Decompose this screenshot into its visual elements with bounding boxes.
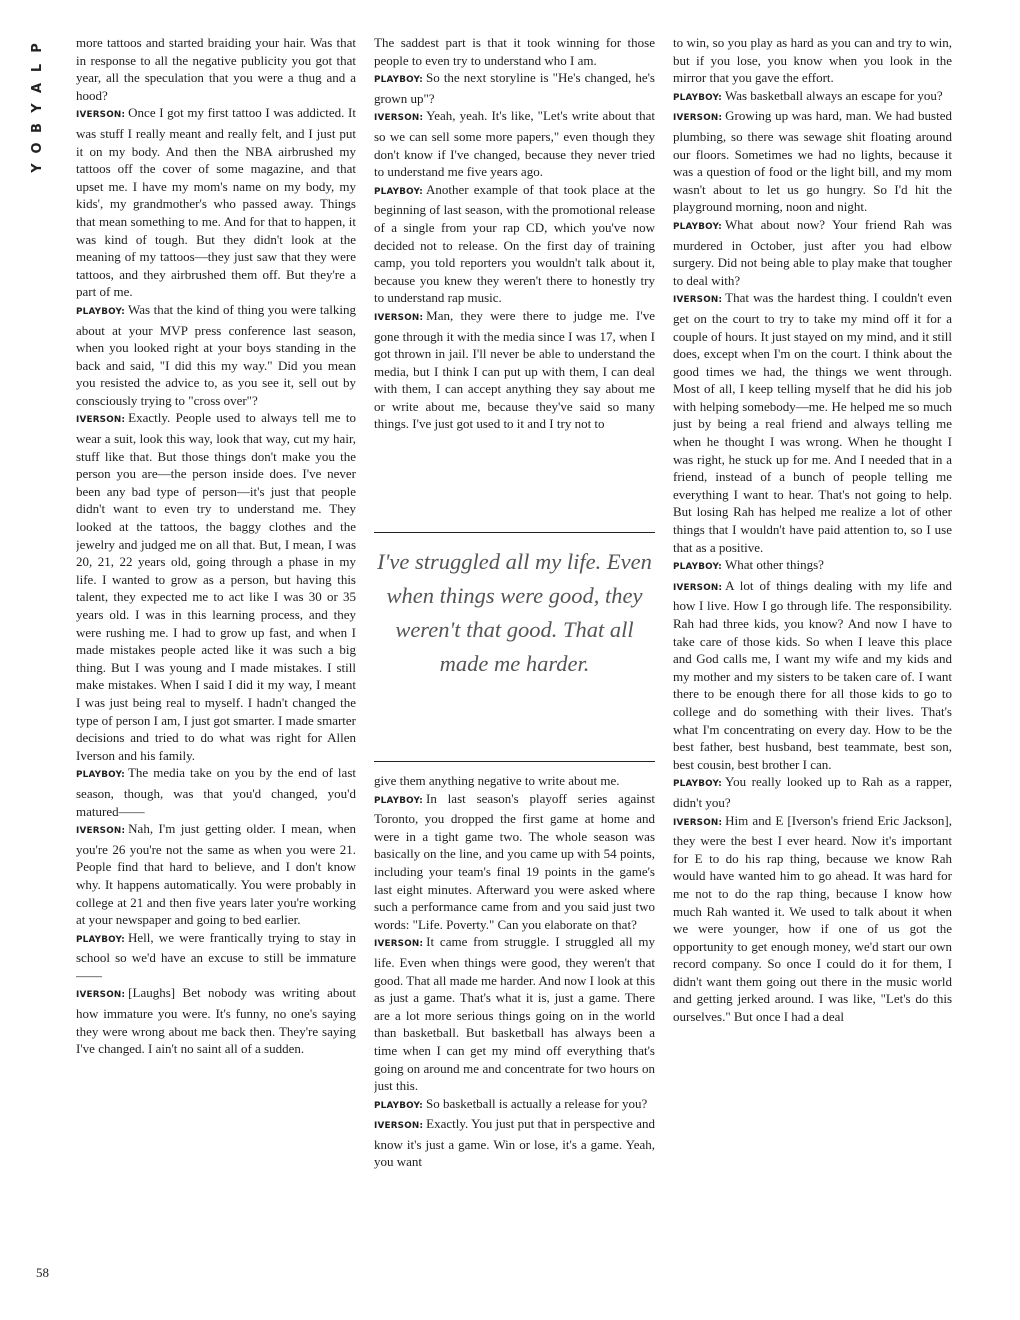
paragraph-text: give them anything negative to write about me.	[374, 773, 620, 788]
speaker-label: IVERSON:	[374, 939, 424, 950]
speaker-label: PLAYBOY:	[76, 306, 125, 317]
masthead-letter: Y	[30, 103, 45, 113]
interview-paragraph	[673, 577, 952, 774]
interview-paragraph	[76, 104, 356, 301]
paragraph-text: Yeah, yeah. It's like, "Let's write about that so we can sell some more papers," even though they don't know if I've changed, because they never tried to understand me five years ago.	[374, 108, 655, 180]
paragraph-text: What about now? Your friend Rah was murdered in October, just after you had elbow surgery. Did not being able to play make that tougher to deal with?	[673, 216, 952, 288]
interview-paragraph	[673, 289, 952, 556]
interview-paragraph	[76, 929, 356, 985]
paragraph-text: That was the hardest thing. I couldn't even get on the court to try to take my mind off it for a couple of hours. It just stayed on my mind, and it still does, except when I'm on the court. I think about the good times we had, the things we went through. Most of all, I keep telling myself that he did his job with helping somebody—me. He helped me so much just by being a real friend and always telling me when he thought I was wrong. When he thought I was right, he stuck up for me. And I needed that in a friend, instead of a bunch of people telling me everything I want to hear. That's not going to help. But losing Rah has helped me realize a lot of other things that I wouldn't have paid attention to, so I use that as a positive.	[673, 290, 952, 555]
interview-paragraph	[76, 409, 356, 764]
paragraph-text: Nah, I'm just getting older. I mean, when you're 26 you're not the same as when you were 21. People find that hard to believe, and I don't know why. It happens automatically. You were probably in college at 21 and then five years later you're working at your newspaper and going to bed earlier.	[76, 821, 356, 928]
playboy-masthead	[28, 38, 48, 178]
paragraph-text: You really looked up to Rah as a rapper, didn't you?	[673, 774, 952, 810]
masthead-letter: O	[30, 142, 45, 154]
pull-quote-text: I've struggled all my life. Even when things were good, they weren't that good. That all made me harder.	[377, 549, 652, 676]
interview-paragraph	[76, 34, 356, 104]
interview-paragraph	[673, 773, 952, 811]
masthead-letter: P	[30, 43, 45, 53]
speaker-label: PLAYBOY:	[673, 562, 722, 573]
speaker-label: IVERSON:	[76, 826, 126, 837]
text-column-2-bottom	[374, 772, 655, 1284]
paragraph-text: What other things?	[724, 557, 824, 573]
paragraph-text: Once I got my first tattoo I was addicted. It was stuff I really meant and really felt, and I just put it on my body. And then the NBA airbrushed my tattoos off the cover of some magazine, and that upset me. I have my mom's name on my body, my kids', my grandmother's who passed away. Things that mean something to me. And for that to happen, it was kind of tough. But they didn't look at the meaning of my tattoos—they just saw that they were tattoos, and they airbrushed them off. But they're a part of me.	[76, 105, 356, 300]
interview-paragraph	[374, 1115, 655, 1171]
speaker-label: IVERSON:	[673, 295, 723, 306]
interview-paragraph	[76, 301, 356, 410]
speaker-label: IVERSON:	[76, 110, 126, 121]
masthead-letter: B	[30, 123, 45, 133]
paragraph-text: more tattoos and started braiding your hair. Was that in response to all the negative publicity you got that year, all the speculation that you were a thug and a hood?	[76, 35, 356, 103]
paragraph-text: In last season's playoff series against Toronto, you dropped the first game at home and were in a tight game two. The whole season was basically on the line, and you came up with 54 points, including your team's final 19 points in the game's last eight minutes. Afterward you were asked where such a performance came from and you said just two words: "Life. Poverty." Can you elaborate on that?	[374, 790, 655, 932]
speaker-label: PLAYBOY:	[673, 221, 722, 232]
speaker-label: IVERSON:	[76, 415, 126, 426]
paragraph-text: Another example of that took place at the beginning of last season, with the promotional release of a single from your rap CD, which you've now decided not to release. On the first day of training camp, you told reporters you wouldn't talk about it, because you knew they weren't there to honestly try to understand rap music.	[374, 181, 655, 306]
speaker-label: IVERSON:	[673, 817, 723, 828]
speaker-label: PLAYBOY:	[374, 1100, 423, 1111]
paragraph-text: [Laughs] Bet nobody was writing about how immature you were. It's funny, no one's saying they were wrong about me back then. They're saying I've changed. I ain't no saint all of a sudden.	[76, 985, 356, 1057]
interview-paragraph	[76, 984, 356, 1057]
pull-quote	[374, 532, 655, 762]
paragraph-text: Was that the kind of thing you were talking about at your MVP press conference last season, when you looked right at your boys standing in the back and said, "I did this my way." Did you mean you resisted the advice to, as you see it, sell out by consciously trying to "cross over"?	[76, 301, 356, 408]
paragraph-text: Was basketball always an escape for you?	[724, 87, 943, 103]
paragraph-text: Exactly. People used to always tell me to wear a suit, look this way, look that way, cut my hair, stuff like that. But those things don't make you the person you are—the person inside does. I've never been any bad type of person—it's just that people didn't want to even try to understand me. They looked at the tattoos, the baggy clothes and the jewelry and judged me on all that. But, I mean, I was 20, 21, 22 years old, going through a phase in my life. I wanted to grow as a person, but having this talent, they expected me to act like I was 30 or 35 years old. I was in this learning process, and they were rushing me. I had to grow up fast, and when I made mistakes people acted like it was such a big thing. But I was young and I made mistakes. I still make mistakes. When I said I did it my way, I meant I was just being real to myself. I hadn't changed the type of person I am, I just got smarter. I made smarter decisions and tried to do what was right for Allen Iverson and his family.	[76, 410, 356, 763]
interview-paragraph	[76, 764, 356, 820]
speaker-label: PLAYBOY:	[76, 934, 125, 945]
interview-paragraph	[673, 34, 952, 87]
interview-paragraph	[374, 790, 655, 934]
interview-paragraph	[374, 933, 655, 1094]
paragraph-text: to win, so you play as hard as you can and try to win, but if you lose, you know when you look in the mirror that you gave the effort.	[673, 35, 952, 86]
interview-paragraph	[374, 1095, 655, 1116]
paragraph-text: Man, they were there to judge me. I've gone through it with the media since I was 17, when I got thrown in jail. I'll never be able to understand the media, but I think I can put up with them, I can deal with them, I can accept anything they say about me or write about me, because they've said so many things. I've just got used to it and I try not to	[374, 307, 655, 432]
speaker-label: IVERSON:	[374, 312, 424, 323]
interview-paragraph	[374, 69, 655, 107]
masthead-letter: A	[30, 82, 45, 94]
interview-paragraph	[374, 34, 655, 69]
paragraph-text: A lot of things dealing with my life and how I live. How I go through life. The responsibility. Rah had three kids, you know? And now I have to take care of those kids. So when I leave this place and God calls me, I want my wife and my kids and my mother and my sisters to be taken care of. I want there to be enough there for all those kids to go to college and do something with their lives. That's what I'm concentrating on every day. How to be the best father, best husband, best teammate, best son, best cousin, best brother I can.	[673, 577, 952, 772]
interview-paragraph	[374, 107, 655, 180]
interview-paragraph	[673, 216, 952, 289]
speaker-label: PLAYBOY:	[374, 186, 423, 197]
paragraph-text: It came from struggle. I struggled all my life. Even when things were good, they weren't that good. That all made me harder. And now I look at this as just a game. That's what it is, just a game. There are a lot more serious things going on in the world than basketball. But basketball has always been a time when I can get my mind off everything that's going on around me and concentrate for two hours on just this.	[374, 934, 655, 1094]
speaker-label: IVERSON:	[673, 582, 723, 593]
interview-paragraph	[673, 812, 952, 1026]
text-column-3	[673, 34, 952, 1284]
text-column-1	[76, 34, 356, 1284]
paragraph-text: Exactly. You just put that in perspective and know it's just a game. Win or lose, it's a game. Yeah, you want	[374, 1116, 655, 1170]
interview-paragraph	[673, 107, 952, 216]
speaker-label: PLAYBOY:	[374, 795, 423, 806]
speaker-label: PLAYBOY:	[374, 75, 423, 86]
speaker-label: IVERSON:	[374, 113, 424, 124]
interview-paragraph	[76, 820, 356, 929]
paragraph-text: Him and E [Iverson's friend Eric Jackson], they were the best I ever heard. Now it's important for E to do his rap thing, because we know Rah would have wanted him to go ahead. It was hard for me not to do the rap thing, because I know how much Rah wanted it. We used to talk about it when we were younger, how if one of us got the opportunity to get enough money, we'd start our own record company. So once I could do it for them, I didn't want them going out there in the music world and getting jerked around. I was like, "Let's do this ourselves." But once I had a deal	[673, 812, 952, 1025]
masthead-letter: L	[30, 63, 45, 73]
speaker-label: IVERSON:	[76, 990, 126, 1001]
paragraph-text: The saddest part is that it took winning for those people to even try to understand who I am.	[374, 35, 655, 68]
speaker-label: IVERSON:	[673, 113, 723, 124]
page-number: 58	[36, 1265, 49, 1280]
interview-paragraph	[374, 181, 655, 307]
interview-paragraph	[673, 556, 952, 577]
paragraph-text: Hell, we were frantically trying to stay in school so we'd have an excuse to still be immature——	[76, 929, 356, 983]
interview-paragraph	[374, 307, 655, 433]
interview-paragraph	[673, 87, 952, 108]
paragraph-text: So the next storyline is "He's changed, he's grown up"?	[374, 70, 655, 106]
speaker-label: PLAYBOY:	[673, 779, 722, 790]
speaker-label: PLAYBOY:	[76, 770, 125, 781]
paragraph-text: The media take on you by the end of last season, though, was that you'd changed, you'd matured——	[76, 765, 356, 819]
text-column-2-top	[374, 34, 655, 518]
paragraph-text: So basketball is actually a release for you?	[425, 1095, 648, 1111]
paragraph-text: Growing up was hard, man. We had busted plumbing, so there was sewage shit floating around our floors. Sometimes we had no lights, because it was a question of food or the light bill, and my mom wasn't about to let us go hungry. So I'd hit the playground morning, noon and night.	[673, 108, 952, 215]
masthead-letter: Y	[30, 163, 45, 173]
speaker-label: IVERSON:	[374, 1121, 424, 1132]
interview-paragraph	[374, 772, 655, 790]
speaker-label: PLAYBOY:	[673, 92, 722, 103]
